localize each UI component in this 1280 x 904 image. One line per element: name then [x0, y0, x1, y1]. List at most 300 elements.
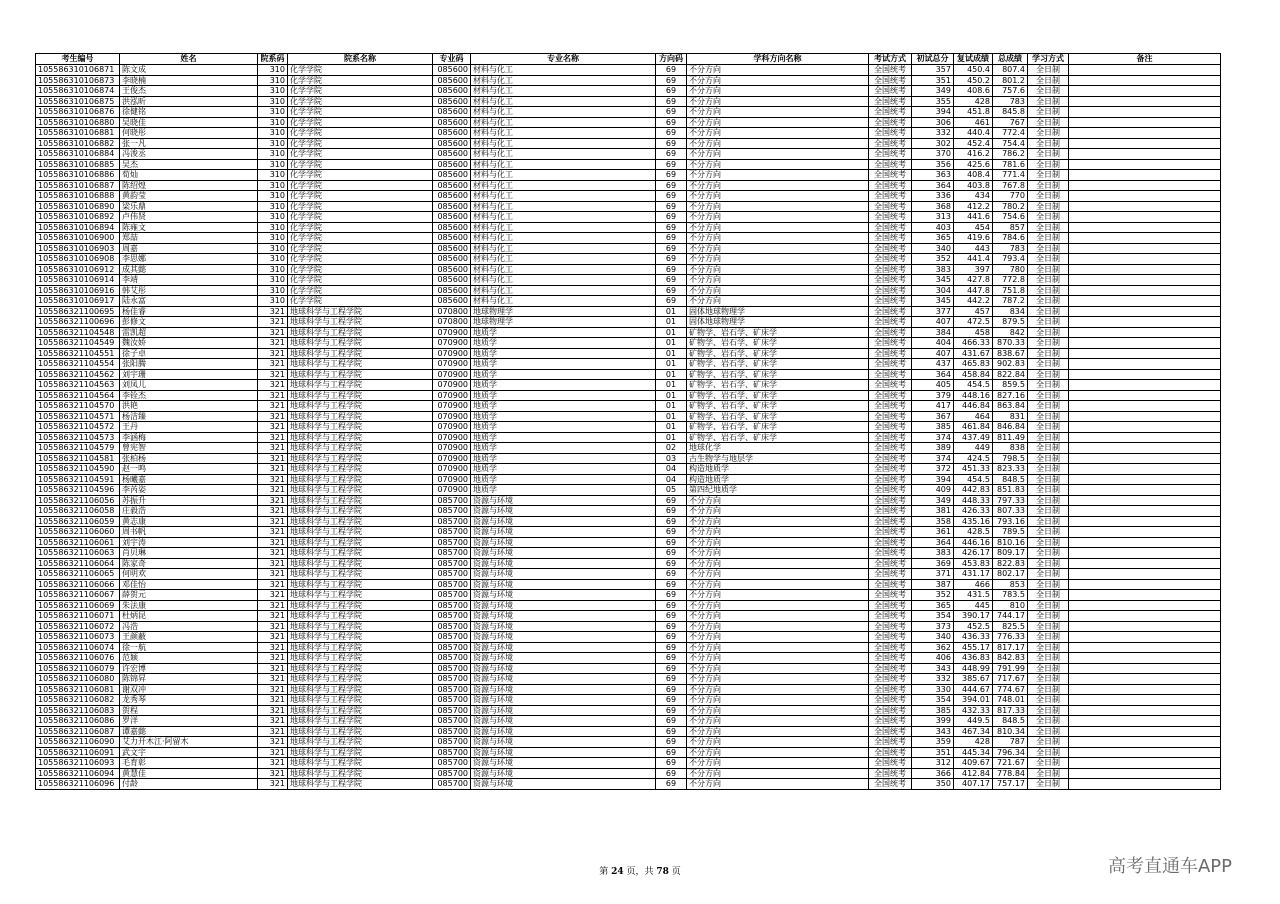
- cell-direction-code: 03: [656, 453, 687, 464]
- cell-exam-type: 全国统考: [869, 726, 912, 737]
- cell-major-code: 070900: [433, 432, 471, 443]
- header-total-score: 总成绩: [993, 54, 1028, 65]
- cell-study-mode: 全日制: [1028, 695, 1069, 706]
- table-row: [36, 768, 1221, 779]
- cell-dept-code: 310: [258, 191, 288, 202]
- cell-study-mode: 全日制: [1028, 527, 1069, 538]
- cell-study-mode: 全日制: [1028, 222, 1069, 233]
- cell-exam-id: 105586321106066: [36, 579, 120, 590]
- cell-dept-name: 地球科学与工程学院: [288, 716, 433, 727]
- cell-dept-name: 化学学院: [288, 233, 433, 244]
- cell-name: 吴晓佳: [120, 117, 258, 128]
- cell-initial-score: 306: [912, 117, 954, 128]
- cell-exam-id: 105586310106903: [36, 243, 120, 254]
- table-row: [36, 726, 1221, 737]
- cell-retest-score: 416.2: [954, 149, 993, 160]
- cell-dept-name: 地球科学与工程学院: [288, 642, 433, 653]
- cell-retest-score: 419.6: [954, 233, 993, 244]
- cell-total-score: 783: [993, 243, 1028, 254]
- cell-exam-type: 全国统考: [869, 254, 912, 265]
- table-row: [36, 705, 1221, 716]
- cell-major-code: 085700: [433, 632, 471, 643]
- cell-total-score: 851.83: [993, 485, 1028, 496]
- cell-direction-code: 69: [656, 600, 687, 611]
- cell-initial-score: 409: [912, 485, 954, 496]
- cell-total-score: 744.17: [993, 611, 1028, 622]
- cell-dept-code: 321: [258, 747, 288, 758]
- cell-exam-type: 全国统考: [869, 149, 912, 160]
- cell-direction-name: 不分方向: [687, 737, 869, 748]
- cell-direction-name: 构造地质学: [687, 474, 869, 485]
- cell-exam-type: 全国统考: [869, 506, 912, 517]
- cell-exam-id: 105586321106067: [36, 590, 120, 601]
- cell-dept-code: 310: [258, 75, 288, 86]
- cell-major-code: 070900: [433, 422, 471, 433]
- cell-dept-code: 310: [258, 117, 288, 128]
- cell-retest-score: 435.16: [954, 516, 993, 527]
- table-row: [36, 611, 1221, 622]
- cell-direction-code: 69: [656, 107, 687, 118]
- cell-direction-code: 01: [656, 348, 687, 359]
- cell-direction-code: 69: [656, 117, 687, 128]
- cell-dept-name: 化学学院: [288, 275, 433, 286]
- cell-direction-code: 69: [656, 75, 687, 86]
- cell-exam-type: 全国统考: [869, 747, 912, 758]
- cell-direction-code: 01: [656, 390, 687, 401]
- cell-major-code: 085700: [433, 600, 471, 611]
- cell-direction-name: 不分方向: [687, 558, 869, 569]
- cell-dept-name: 地球科学与工程学院: [288, 411, 433, 422]
- cell-total-score: 802.17: [993, 569, 1028, 580]
- cell-initial-score: 361: [912, 527, 954, 538]
- cell-major-code: 085600: [433, 170, 471, 181]
- cell-total-score: 848.5: [993, 474, 1028, 485]
- table-row: [36, 128, 1221, 139]
- cell-total-score: 776.33: [993, 632, 1028, 643]
- cell-direction-name: 矿物学、岩石学、矿床学: [687, 338, 869, 349]
- cell-exam-type: 全国统考: [869, 348, 912, 359]
- cell-major-name: 地质学: [471, 348, 656, 359]
- cell-dept-code: 321: [258, 527, 288, 538]
- cell-direction-name: 不分方向: [687, 254, 869, 265]
- cell-exam-id: 105586321106091: [36, 747, 120, 758]
- cell-remarks: [1069, 86, 1221, 97]
- cell-direction-code: 04: [656, 464, 687, 475]
- cell-dept-name: 地球科学与工程学院: [288, 653, 433, 664]
- cell-total-score: 817.33: [993, 705, 1028, 716]
- table-row: [36, 65, 1221, 76]
- cell-initial-score: 366: [912, 768, 954, 779]
- cell-total-score: 789.5: [993, 527, 1028, 538]
- cell-exam-type: 全国统考: [869, 432, 912, 443]
- cell-direction-name: 不分方向: [687, 212, 869, 223]
- cell-dept-name: 地球科学与工程学院: [288, 569, 433, 580]
- cell-dept-name: 化学学院: [288, 180, 433, 191]
- cell-major-code: 085700: [433, 653, 471, 664]
- cell-exam-type: 全国统考: [869, 180, 912, 191]
- table-row: [36, 243, 1221, 254]
- table-row: [36, 359, 1221, 370]
- cell-initial-score: 394: [912, 474, 954, 485]
- cell-study-mode: 全日制: [1028, 369, 1069, 380]
- table-row: [36, 758, 1221, 769]
- cell-initial-score: 377: [912, 306, 954, 317]
- cell-direction-code: 01: [656, 327, 687, 338]
- cell-major-code: 085600: [433, 75, 471, 86]
- cell-dept-code: 321: [258, 348, 288, 359]
- cell-dept-name: 地球科学与工程学院: [288, 621, 433, 632]
- cell-dept-code: 321: [258, 705, 288, 716]
- cell-retest-score: 443: [954, 243, 993, 254]
- cell-dept-name: 地球科学与工程学院: [288, 506, 433, 517]
- cell-direction-name: 不分方向: [687, 296, 869, 307]
- cell-direction-code: 01: [656, 380, 687, 391]
- cell-exam-type: 全国统考: [869, 516, 912, 527]
- cell-exam-type: 全国统考: [869, 758, 912, 769]
- cell-name: 艾力开木江·阿留木: [120, 737, 258, 748]
- cell-direction-name: 不分方向: [687, 516, 869, 527]
- cell-retest-score: 450.2: [954, 75, 993, 86]
- cell-name: 荀灿: [120, 170, 258, 181]
- cell-dept-name: 化学学院: [288, 149, 433, 160]
- cell-major-code: 085700: [433, 779, 471, 790]
- cell-remarks: [1069, 600, 1221, 611]
- cell-initial-score: 407: [912, 317, 954, 328]
- cell-exam-type: 全国统考: [869, 600, 912, 611]
- cell-exam-id: 105586321106060: [36, 527, 120, 538]
- cell-major-name: 材料与化工: [471, 149, 656, 160]
- cell-direction-name: 不分方向: [687, 149, 869, 160]
- cell-exam-id: 105586321104548: [36, 327, 120, 338]
- cell-dept-name: 地球科学与工程学院: [288, 432, 433, 443]
- cell-remarks: [1069, 222, 1221, 233]
- cell-exam-type: 全国统考: [869, 422, 912, 433]
- cell-name: 吴杰: [120, 159, 258, 170]
- cell-remarks: [1069, 159, 1221, 170]
- cell-exam-id: 105586321104564: [36, 390, 120, 401]
- cell-dept-name: 地球科学与工程学院: [288, 684, 433, 695]
- cell-study-mode: 全日制: [1028, 191, 1069, 202]
- cell-exam-id: 105586310106916: [36, 285, 120, 296]
- cell-initial-score: 359: [912, 737, 954, 748]
- cell-dept-code: 310: [258, 138, 288, 149]
- cell-major-name: 材料与化工: [471, 191, 656, 202]
- cell-dept-code: 321: [258, 642, 288, 653]
- table-row: [36, 390, 1221, 401]
- cell-name: 李芮姿: [120, 485, 258, 496]
- cell-retest-score: 457: [954, 306, 993, 317]
- cell-study-mode: 全日制: [1028, 212, 1069, 223]
- cell-major-name: 材料与化工: [471, 201, 656, 212]
- cell-study-mode: 全日制: [1028, 65, 1069, 76]
- table-row: [36, 275, 1221, 286]
- cell-major-code: 085600: [433, 264, 471, 275]
- cell-direction-code: 69: [656, 128, 687, 139]
- cell-direction-name: 不分方向: [687, 768, 869, 779]
- cell-dept-code: 310: [258, 222, 288, 233]
- cell-study-mode: 全日制: [1028, 768, 1069, 779]
- cell-major-name: 材料与化工: [471, 264, 656, 275]
- cell-major-name: 资源与环境: [471, 726, 656, 737]
- cell-dept-code: 310: [258, 107, 288, 118]
- cell-major-code: 085600: [433, 222, 471, 233]
- table-row: [36, 107, 1221, 118]
- cell-direction-code: 69: [656, 516, 687, 527]
- cell-study-mode: 全日制: [1028, 684, 1069, 695]
- cell-direction-code: 69: [656, 768, 687, 779]
- cell-initial-score: 407: [912, 348, 954, 359]
- cell-direction-code: 69: [656, 726, 687, 737]
- cell-direction-code: 69: [656, 527, 687, 538]
- cell-study-mode: 全日制: [1028, 296, 1069, 307]
- cell-exam-type: 全国统考: [869, 233, 912, 244]
- cell-dept-code: 310: [258, 233, 288, 244]
- cell-remarks: [1069, 674, 1221, 685]
- cell-major-name: 资源与环境: [471, 516, 656, 527]
- cell-initial-score: 365: [912, 600, 954, 611]
- cell-retest-score: 442.83: [954, 485, 993, 496]
- cell-name: 朱法康: [120, 600, 258, 611]
- cell-major-name: 地质学: [471, 443, 656, 454]
- cell-dept-code: 321: [258, 590, 288, 601]
- cell-exam-id: 105586310106885: [36, 159, 120, 170]
- cell-initial-score: 351: [912, 75, 954, 86]
- cell-remarks: [1069, 327, 1221, 338]
- cell-major-code: 070900: [433, 401, 471, 412]
- cell-total-score: 757.17: [993, 779, 1028, 790]
- cell-exam-id: 105586310106900: [36, 233, 120, 244]
- cell-major-name: 材料与化工: [471, 159, 656, 170]
- cell-initial-score: 379: [912, 390, 954, 401]
- cell-direction-code: 69: [656, 180, 687, 191]
- cell-exam-type: 全国统考: [869, 222, 912, 233]
- cell-major-code: 085700: [433, 569, 471, 580]
- table-row: [36, 600, 1221, 611]
- cell-retest-score: 408.4: [954, 170, 993, 181]
- page-footer: [0, 864, 1280, 877]
- cell-major-name: 材料与化工: [471, 212, 656, 223]
- cell-direction-code: 69: [656, 275, 687, 286]
- cell-total-score: 827.16: [993, 390, 1028, 401]
- cell-dept-code: 310: [258, 170, 288, 181]
- cell-exam-type: 全国统考: [869, 705, 912, 716]
- cell-name: 徐健铭: [120, 107, 258, 118]
- cell-retest-score: 394.01: [954, 695, 993, 706]
- cell-retest-score: 412.2: [954, 201, 993, 212]
- cell-dept-name: 化学学院: [288, 138, 433, 149]
- cell-initial-score: 304: [912, 285, 954, 296]
- cell-direction-code: 69: [656, 96, 687, 107]
- cell-direction-code: 69: [656, 537, 687, 548]
- cell-direction-name: 不分方向: [687, 275, 869, 286]
- cell-dept-name: 地球科学与工程学院: [288, 779, 433, 790]
- cell-remarks: [1069, 180, 1221, 191]
- cell-direction-name: 矿物学、岩石学、矿床学: [687, 401, 869, 412]
- cell-retest-score: 445.34: [954, 747, 993, 758]
- cell-exam-id: 105586321106056: [36, 495, 120, 506]
- cell-remarks: [1069, 275, 1221, 286]
- cell-major-name: 资源与环境: [471, 590, 656, 601]
- table-row: [36, 369, 1221, 380]
- cell-retest-score: 444.67: [954, 684, 993, 695]
- cell-direction-name: 不分方向: [687, 128, 869, 139]
- cell-total-score: 793.4: [993, 254, 1028, 265]
- cell-dept-code: 310: [258, 86, 288, 97]
- cell-study-mode: 全日制: [1028, 422, 1069, 433]
- cell-initial-score: 385: [912, 705, 954, 716]
- cell-total-score: 811.49: [993, 432, 1028, 443]
- cell-major-code: 085700: [433, 506, 471, 517]
- cell-name: 邓佳怡: [120, 579, 258, 590]
- cell-remarks: [1069, 506, 1221, 517]
- cell-exam-id: 105586310106887: [36, 180, 120, 191]
- cell-dept-name: 化学学院: [288, 96, 433, 107]
- cell-name: 周书帆: [120, 527, 258, 538]
- cell-exam-id: 105586310106881: [36, 128, 120, 139]
- cell-direction-code: 05: [656, 485, 687, 496]
- cell-direction-name: 不分方向: [687, 495, 869, 506]
- cell-initial-score: 385: [912, 422, 954, 433]
- cell-total-score: 859.5: [993, 380, 1028, 391]
- cell-name: 陈锦昇: [120, 674, 258, 685]
- header-study-mode: 学习方式: [1028, 54, 1069, 65]
- cell-remarks: [1069, 212, 1221, 223]
- cell-retest-score: 431.17: [954, 569, 993, 580]
- table-row: [36, 96, 1221, 107]
- cell-study-mode: 全日制: [1028, 128, 1069, 139]
- footer-total-pages: 78: [656, 867, 669, 877]
- cell-name: 李铨杰: [120, 390, 258, 401]
- cell-remarks: [1069, 558, 1221, 569]
- cell-remarks: [1069, 390, 1221, 401]
- cell-direction-code: 69: [656, 495, 687, 506]
- cell-direction-code: 01: [656, 422, 687, 433]
- cell-remarks: [1069, 516, 1221, 527]
- cell-dept-code: 310: [258, 149, 288, 160]
- cell-remarks: [1069, 611, 1221, 622]
- cell-direction-code: 69: [656, 548, 687, 559]
- cell-exam-type: 全国统考: [869, 390, 912, 401]
- cell-exam-id: 105586310106888: [36, 191, 120, 202]
- cell-remarks: [1069, 422, 1221, 433]
- cell-retest-score: 451.8: [954, 107, 993, 118]
- cell-major-name: 地球物理学: [471, 317, 656, 328]
- cell-direction-code: 69: [656, 296, 687, 307]
- cell-major-name: 资源与环境: [471, 600, 656, 611]
- cell-total-score: 787.2: [993, 296, 1028, 307]
- cell-total-score: 870.33: [993, 338, 1028, 349]
- cell-total-score: 822.84: [993, 369, 1028, 380]
- cell-study-mode: 全日制: [1028, 632, 1069, 643]
- cell-dept-code: 310: [258, 65, 288, 76]
- cell-retest-score: 407.17: [954, 779, 993, 790]
- cell-exam-id: 105586321106082: [36, 695, 120, 706]
- cell-exam-id: 105586310106875: [36, 96, 120, 107]
- cell-remarks: [1069, 663, 1221, 674]
- cell-exam-type: 全国统考: [869, 317, 912, 328]
- cell-dept-name: 地球科学与工程学院: [288, 674, 433, 685]
- cell-study-mode: 全日制: [1028, 443, 1069, 454]
- footer-page-number: 24: [611, 867, 624, 877]
- cell-dept-name: 化学学院: [288, 107, 433, 118]
- cell-major-code: 085700: [433, 747, 471, 758]
- cell-direction-name: 不分方向: [687, 107, 869, 118]
- cell-exam-type: 全国统考: [869, 663, 912, 674]
- table-row: [36, 327, 1221, 338]
- cell-initial-score: 384: [912, 327, 954, 338]
- cell-major-name: 资源与环境: [471, 642, 656, 653]
- cell-name: 龙秀琴: [120, 695, 258, 706]
- cell-major-code: 085700: [433, 516, 471, 527]
- cell-study-mode: 全日制: [1028, 474, 1069, 485]
- cell-dept-code: 321: [258, 758, 288, 769]
- cell-remarks: [1069, 117, 1221, 128]
- cell-name: 谭嘉懿: [120, 726, 258, 737]
- cell-exam-type: 全国统考: [869, 558, 912, 569]
- cell-major-code: 085700: [433, 579, 471, 590]
- cell-study-mode: 全日制: [1028, 705, 1069, 716]
- cell-dept-name: 地球科学与工程学院: [288, 306, 433, 317]
- cell-exam-id: 105586321106094: [36, 768, 120, 779]
- cell-major-name: 地质学: [471, 380, 656, 391]
- cell-direction-name: 不分方向: [687, 264, 869, 275]
- cell-initial-score: 349: [912, 495, 954, 506]
- cell-dept-code: 321: [258, 474, 288, 485]
- cell-major-code: 070900: [433, 380, 471, 391]
- cell-exam-id: 105586321104571: [36, 411, 120, 422]
- cell-name: 黄韵莹: [120, 191, 258, 202]
- cell-remarks: [1069, 128, 1221, 139]
- table-row: [36, 558, 1221, 569]
- cell-exam-type: 全国统考: [869, 579, 912, 590]
- cell-initial-score: 364: [912, 180, 954, 191]
- cell-total-score: 771.4: [993, 170, 1028, 181]
- cell-major-code: 085600: [433, 191, 471, 202]
- cell-remarks: [1069, 590, 1221, 601]
- cell-name: 洪泓昕: [120, 96, 258, 107]
- footer-suffix: 页: [671, 867, 681, 877]
- cell-direction-code: 69: [656, 222, 687, 233]
- cell-total-score: 822.83: [993, 558, 1028, 569]
- cell-initial-score: 362: [912, 642, 954, 653]
- cell-remarks: [1069, 632, 1221, 643]
- cell-major-code: 085600: [433, 275, 471, 286]
- cell-name: 郑喆: [120, 233, 258, 244]
- cell-major-code: 070900: [433, 390, 471, 401]
- cell-retest-score: 431.67: [954, 348, 993, 359]
- cell-dept-code: 310: [258, 201, 288, 212]
- cell-direction-name: 不分方向: [687, 537, 869, 548]
- cell-direction-name: 不分方向: [687, 222, 869, 233]
- table-row: [36, 222, 1221, 233]
- cell-name: 谢双冲: [120, 684, 258, 695]
- cell-retest-score: 431.5: [954, 590, 993, 601]
- cell-major-code: 070900: [433, 453, 471, 464]
- cell-dept-code: 321: [258, 495, 288, 506]
- table-row: [36, 411, 1221, 422]
- cell-exam-id: 105586321104563: [36, 380, 120, 391]
- cell-direction-name: 不分方向: [687, 600, 869, 611]
- cell-major-code: 085600: [433, 212, 471, 223]
- cell-name: 李思娜: [120, 254, 258, 265]
- cell-dept-name: 地球科学与工程学院: [288, 495, 433, 506]
- cell-direction-code: 69: [656, 684, 687, 695]
- cell-dept-name: 地球科学与工程学院: [288, 485, 433, 496]
- cell-name: 苏振升: [120, 495, 258, 506]
- cell-exam-id: 105586321100696: [36, 317, 120, 328]
- cell-dept-code: 321: [258, 422, 288, 433]
- cell-retest-score: 448.33: [954, 495, 993, 506]
